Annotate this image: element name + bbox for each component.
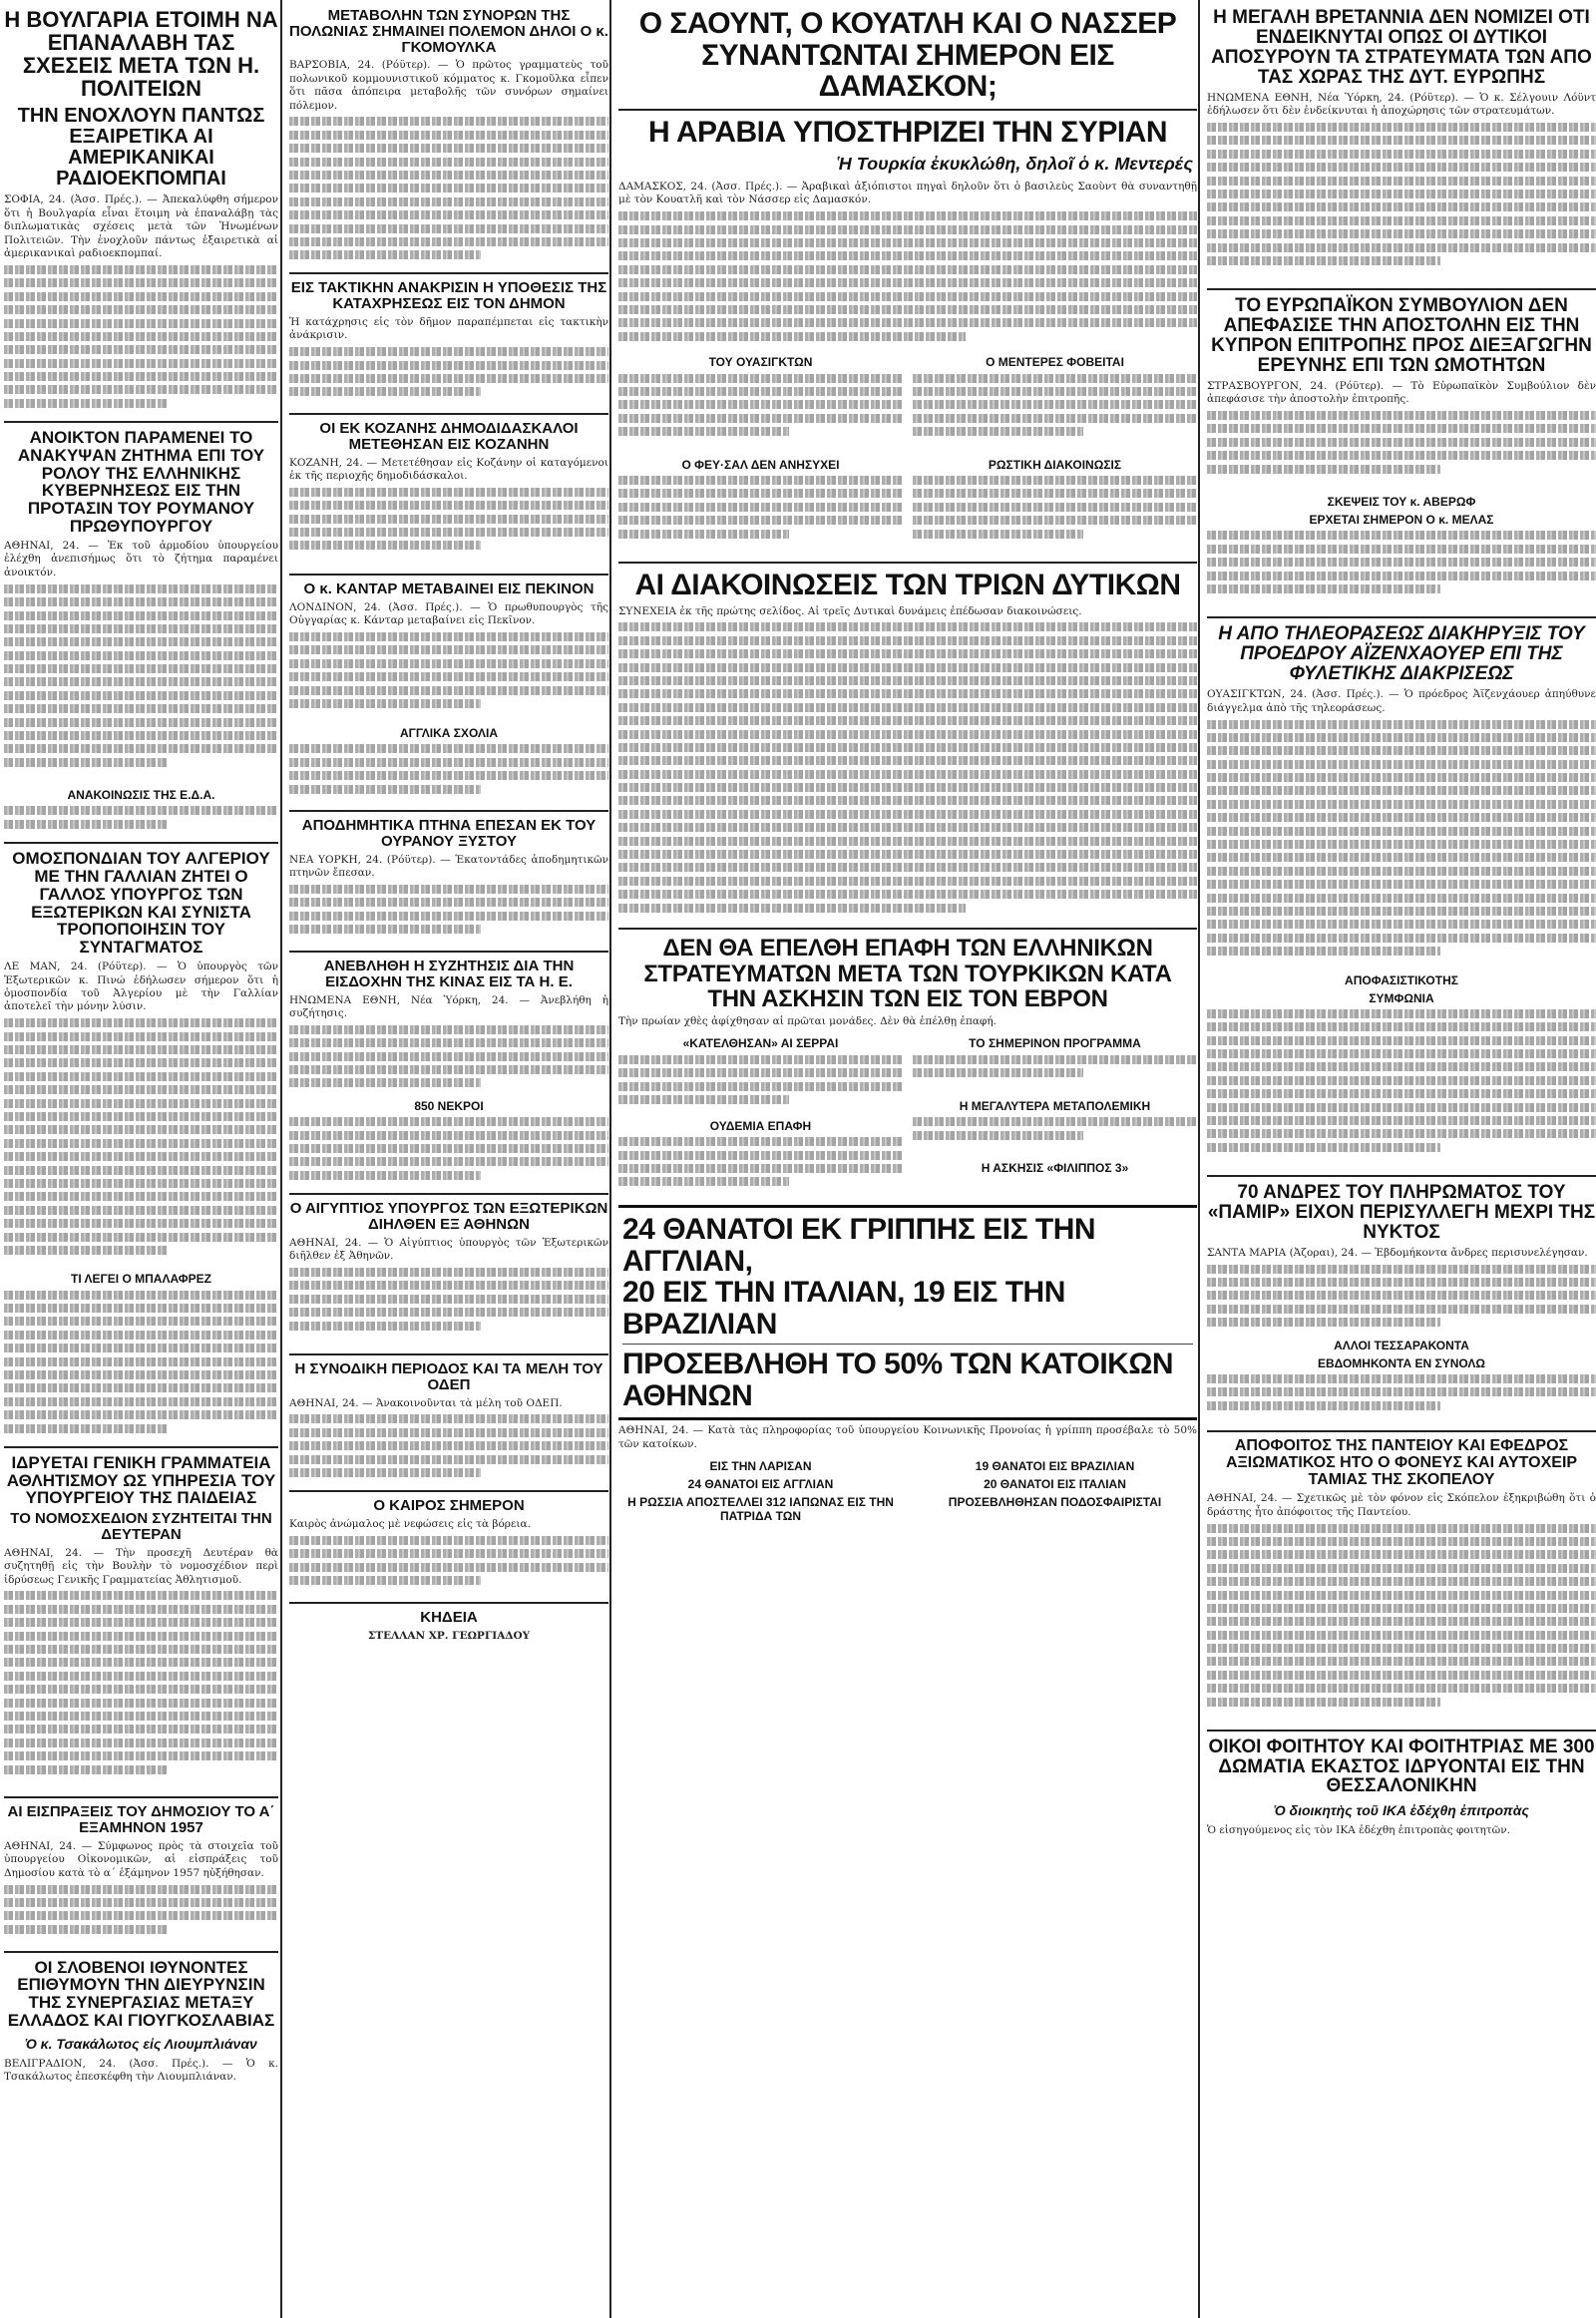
kicker-brazil: 19 ΘΑΝΑΤΟΙ ΕΙΣ ΒΡΑΖΙΛΙΑΝ	[975, 1459, 1135, 1474]
article-synod-body: ΑΘΗΝΑΙ, 24. — Ἀνακοινοῦνται τὰ μέλη τοῦ ΟΔΕΠ.	[289, 1396, 563, 1409]
article-evros-body: Τὴν πρωίαν χθὲς ἀφίχθησαν αἱ πρῶται μονάδες. Δὲν θὰ ἐπέλθῃ ἐπαφή.	[618, 1014, 997, 1027]
headline-china-un: ΑΝΕΒΛΗΘΗ Η ΣΥΖΗΤΗΣΙΣ ΔΙΑ ΤΗΝ ΕΙΣΔΟΧΗΝ ΤΗΣ ΚΙΝΑΣ ΕΙΣ ΤΑ Η. Ε.	[323, 958, 575, 990]
article-china-text	[289, 1025, 608, 1095]
headline-flu-2: 20 ΕΙΣ ΤΗΝ ΙΤΑΛΙΑΝ, 19 ΕΙΣ ΤΗΝ ΒΡΑΖΙΛΙΑΝ	[622, 1276, 1065, 1341]
headline-pamir: 70 ΑΝΔΡΕΣ ΤΟΥ ΠΛΗΡΩΜΑΤΟΣ ΤΟΥ «ΠΑΜΙΡ» ΕΙΧΟΝ ΠΕΡΙΣΥΛΛΕΓΗ ΜΕΧΡΙ ΤΗΣ ΝΥΚΤΟΣ	[1207, 1181, 1596, 1243]
article-kadar-text	[289, 632, 608, 722]
kicker-melas: ΕΡΧΕΤΑΙ ΣΗΜΕΡΟΝ Ο κ. ΜΕΛΑΣ	[1309, 513, 1494, 528]
article-romanian-body: ΑΘΗΝΑΙ, 24. — Ἐκ τοῦ ἀρμοδίου ὑπουργείου ἐλέχθη ἀνεπισήμως ὅτι τὸ ζήτημα παραμένει ἀνοικτόν.	[4, 540, 278, 579]
article-balafrez-text	[4, 1291, 278, 1440]
kicker-forty-others: ΑΛΛΟΙ ΤΕΣΣΑΡΑΚΟΝΤΑ	[1334, 1338, 1469, 1352]
headline-skopelos: ΑΠΟΦΟΙΤΟΣ ΤΗΣ ΠΑΝΤΕΙΟΥ ΚΑΙ ΕΦΕΔΡΟΣ ΑΞΙΩΜΑΤΙΚΟΣ ΗΤΟ Ο ΦΟΝΕΥΣ ΚΑΙ ΑΥΤΟΧΕΙΡ ΤΑΜΙΑΣ ΤΗΣ ΣΚΟΠΕΛΟΥ	[1225, 1436, 1578, 1488]
kicker-russian-note: ΡΩΣΤΙΚΗ ΔΙΑΚΟΙΝΩΣΙΣ	[988, 457, 1122, 472]
kicker-washington: ΤΟΥ ΟΥΑΣΙΓΚΤΩΝ	[708, 355, 813, 370]
kicker-seventy-total: ΕΒΔΟΜΗΚΟΝΤΑ ΕΝ ΣΥΝΟΛΩ	[1317, 1355, 1486, 1370]
article-western-body: ΣΥΝΕΧΕΙΑ ἐκ τῆς πρώτης σελίδος. Αἱ τρεῖς Δυτικαὶ δυνάμεις ἐπέδωσαν διακοινώσεις.	[618, 604, 1082, 617]
article-birds-text	[289, 885, 608, 945]
headline-three-western: ΑΙ ΔΙΑΚΟΙΝΩΣΕΙΣ ΤΩΝ ΤΡΙΩΝ ΔΥΤΙΚΩΝ	[634, 569, 1181, 602]
article-eisenhower-text	[1207, 720, 1596, 969]
headline-student-houses: ΟΙΚΟΙ ΦΟΙΤΗΤΟΥ ΚΑΙ ΦΟΙΤΗΤΡΙΑΣ ΜΕ 300 ΔΩΜΑΤΙΑ ΕΚΑΣΤΟΣ ΙΔΡΥΟΝΤΑΙ ΕΙΣ ΤΗΝ ΘΕΣΣΑΛΟΝΙΚΗΝ	[1208, 1736, 1595, 1797]
headline-saud: Ο ΣΑΟΥΝΤ, Ο ΚΟΥΑΤΛΗ ΚΑΙ Ο ΝΑΣΣΕΡ ΣΥΝΑΝΤΩΝΤΑΙ ΣΗΜΕΡΟΝ ΕΙΣ ΔΑΜΑΣΚΟΝ;	[638, 7, 1177, 103]
article-revenue-body: ΑΘΗΝΑΙ, 24. — Σύμφωνος πρὸς τὰ στοιχεῖα τοῦ ὑπουργείου Οἰκονομικῶν, αἱ εἰσπράξεις τοῦ Δημοσίου κατὰ τὸ α΄ ἑξάμηνον 1957 ηὐξήθησαν.	[4, 1839, 278, 1879]
article-china-body: ΗΝΩΜΕΝΑ ΕΘΝΗ, Νέα Ὑόρκη, 24. — Ἀνεβλήθη ἡ συζήτησις.	[289, 993, 608, 1020]
article-skopelos-body: ΑΘΗΝΑΙ, 24. — Σχετικῶς μὲ τὸν φόνον εἰς Σκόπελον ἐξηκριβώθη ὅτι ὁ δράστης ἦτο ἀπόφοιτος τῆς Παντείου.	[1207, 1492, 1596, 1518]
subheadline-bulgaria: ΤΗΝ ΕΝΟΧΛΟΥΝ ΠΑΝΤΩΣ ΕΞΑΙΡΕΤΙΚΑ ΑΙ ΑΜΕΡΙΚΑΝΙΚΑΙ ΡΑΔΙΟΕΚΠΟΜΠΑΙ	[17, 105, 265, 191]
article-bulgaria-body: ΣΟΦΙΑ, 24. (Ἀσσ. Πρές.). — Ἀπεκαλύφθη σήμερον ὅτι ἡ Βουλγαρία εἶναι ἕτοιμη νὰ ἐπαναλάβῃ τὰς διπλωματικὰς σχέσεις μετὰ τῶν Ἡνωμένων Πολιτειῶν. Τὴν ἐνοχλοῦν πάντως ἐξαιρετικὰ αἱ ἀμερικανικαὶ ραδιοεκπομπαί.	[4, 193, 278, 260]
headline-athletics: ΙΔΡΥΕΤΑΙ ΓΕΝΙΚΗ ΓΡΑΜΜΑΤΕΙΑ ΑΘΛΗΤΙΣΜΟΥ ΩΣ ΥΠΗΡΕΣΙΑ ΤΟΥ ΥΠΟΥΡΓΕΙΟΥ ΤΗΣ ΠΑΙΔΕΙΑΣ	[6, 1452, 276, 1508]
article-athletics-body: ΑΘΗΝΑΙ, 24. — Τὴν προσεχῆ Δευτέραν θὰ συζητηθῇ εἰς τὴν Βουλὴν τὸ νομοσχέδιον περὶ ἱδρύσεως Γενικῆς Γραμματείας Ἀθλητισμοῦ.	[4, 1546, 278, 1586]
article-athletics-text	[4, 1591, 278, 1790]
article-weather-body: Καιρὸς ἀνώμαλος μὲ νεφώσεις εἰς τὰ βόρεια.	[289, 1518, 531, 1531]
article-pamir-body: ΣΑΝΤΑ ΜΑΡΙΑ (Ἀζοραι), 24. — Ἑβδομήκοντα ἄνδρες περισυνελέγησαν.	[1207, 1246, 1588, 1259]
headline-flu-3: ΠΡΟΣΕΒΛΗΘΗ ΤΟ 50% ΤΩΝ ΚΑΤΟΙΚΩΝ ΑΘΗΝΩΝ	[622, 1348, 1174, 1412]
headline-kozani: ΟΙ ΕΚ ΚΟΖΑΝΗΣ ΔΗΜΟΔΙΔΑΣΚΑΛΟΙ ΜΕΤΕΘΗΣΑΝ ΕΙΣ ΚΟΖΑΝΗΝ	[319, 420, 579, 453]
article-program-text	[913, 1055, 1197, 1095]
kicker-england: 24 ΘΑΝΑΤΟΙ ΕΙΣ ΑΓΓΛΙΑΝ	[687, 1477, 834, 1492]
headline-evros: ΔΕΝ ΘΑ ΕΠΕΛΘΗ ΕΠΑΦΗ ΤΩΝ ΕΛΛΗΝΙΚΩΝ ΣΤΡΑΤΕΥΜΑΤΩΝ ΜΕΤΑ ΤΩΝ ΤΟΥΡΚΙΚΩΝ ΚΑΤΑ ΤΗΝ ΑΣΚΗΣΙΝ ΤΩΝ ΕΙΣ ΤΟΝ ΕΒΡΟΝ	[643, 935, 1172, 1012]
article-english-text	[289, 744, 608, 804]
article-weather-text	[289, 1536, 608, 1596]
column-4	[1203, 0, 1596, 2318]
article-egypt-body: ΑΘΗΝΑΙ, 24. — Ὁ Αἰγύπτιος ὑπουργὸς τῶν Ἐξωτερικῶν διῆλθεν ἐξ Ἀθηνῶν.	[289, 1236, 608, 1263]
article-largest-text	[913, 1117, 1197, 1157]
subheadline-athletics: ΤΟ ΝΟΜΟΣΧΕΔΙΟΝ ΣΥΖΗΤΕΙΤΑΙ ΤΗΝ ΔΕΥΤΕΡΑΝ	[10, 1510, 272, 1543]
article-synod-text	[289, 1414, 608, 1484]
kicker-largest: Η ΜΕΓΑΛΥΤΕΡΑ ΜΕΤΑΠΟΛΕΜΙΚΗ	[959, 1098, 1151, 1113]
kicker-serres: «ΚΑΤΕΛΘΗΣΑΝ» ΑΙ ΣΕΡΡΑΙ	[682, 1036, 839, 1051]
article-bulgaria-text	[4, 265, 278, 415]
article-feisal-text	[618, 476, 903, 556]
kicker-balafrez: ΤΙ ΛΕΓΕΙ Ο ΜΠΑΛΑΦΡΕΖ	[71, 1272, 211, 1287]
subheadline-slovenes: Ὁ κ. Τσακάλωτος εἰς Λιουμπλιάναν	[25, 2036, 257, 2053]
article-agreement-text	[1207, 1009, 1596, 1169]
article-serres-text	[618, 1055, 903, 1115]
headline-poland: ΜΕΤΑΒΟΛΗΝ ΤΩΝ ΣΥΝΟΡΩΝ ΤΗΣ ΠΟΛΩΝΙΑΣ ΣΗΜΑΙΝΕΙ ΠΟΛΕΜΟΝ ΔΗΛΟΙ Ο κ. ΓΚΟΜΟΥΛΚΑ	[289, 7, 608, 56]
funeral-name: ΣΤΕΛΛΑΝ ΧΡ. ΓΕΩΡΓΙΑΔΟΥ	[367, 1629, 531, 1642]
article-romanian-text	[4, 584, 278, 784]
article-poland-text	[289, 117, 608, 266]
article-russian-text	[913, 476, 1197, 556]
article-eda-text	[4, 806, 278, 836]
article-menderes-text	[913, 374, 1197, 454]
article-municipality-text	[289, 347, 608, 407]
article-council-body: ΣΤΡΑΣΒΟΥΡΓΟΝ, 24. (Ρόϋτερ). — Τὸ Εὐρωπαϊκὸν Συμβούλιον δὲν ἀπεφάσισε τὴν ἀποστολὴν ἐπιτροπῆς.	[1207, 379, 1596, 406]
headline-arabia-syria: Η ΑΡΑΒΙΑ ΥΠΟΣΤΗΡΙΖΕΙ ΤΗΝ ΣΥΡΙΑΝ	[648, 115, 1167, 149]
headline-kadar: Ο κ. ΚΑΝΤΑΡ ΜΕΤΑΒΑΙΝΕΙ ΕΙΣ ΠΕΚΙΝΟΝ	[303, 580, 595, 597]
column-2	[285, 0, 612, 2318]
article-skopelos-text	[1207, 1524, 1596, 1724]
article-poland-body: ΒΑΡΣΟΒΙΑ, 24. (Ρόϋτερ). — Ὁ πρῶτος γραμματεὺς τοῦ πολωνικοῦ κομμουνιστικοῦ κόμματος κ. Γκομοῦλκα εἶπεν ὅτι πᾶσα ἀπόπειρα μεταβολῆς τῶν συνόρων σημαίνει πόλεμον.	[289, 59, 608, 112]
kicker-philippos: Η ΑΣΚΗΣΙΣ «ΦΙΛΙΠΠΟΣ 3»	[981, 1161, 1129, 1176]
headline-weather: Ο ΚΑΙΡΟΣ ΣΗΜΕΡΟΝ	[373, 1497, 525, 1515]
article-birds-body: ΝΕΑ ΥΟΡΚΗ, 24. (Ρόϋτερ). — Ἑκατοντάδες ἀποδημητικῶν πτηνῶν ἔπεσαν.	[289, 853, 608, 880]
article-pamir-text	[1207, 1265, 1596, 1335]
article-britain-text	[1207, 123, 1596, 282]
kicker-feisal: Ο ΦΕΥ·ΣΑΛ ΔΕΝ ΑΝΗΣΥΧΕΙ	[681, 457, 840, 472]
headline-birds: ΑΠΟΔΗΜΗΤΙΚΑ ΠΤΗΝΑ ΕΠΕΣΑΝ ΕΚ ΤΟΥ ΟΥΡΑΝΟΥ ΞΥΣΤΟΥ	[301, 817, 597, 851]
headline-egypt-minister: Ο ΑΙΓΥΠΤΙΟΣ ΥΠΟΥΡΓΟΣ ΤΩΝ ΕΞΩΤΕΡΙΚΩΝ ΔΙΗΛΘΕΝ ΕΞ ΑΘΗΝΩΝ	[289, 1200, 608, 1233]
article-kadar-body: ΛΟΝΔΙΝΟΝ, 24. (Ἀσσ. Πρές.). — Ὁ πρωθυπουργὸς τῆς Οὐγγαρίας κ. Κάνταρ μεταβαίνει εἰς Πεκῖνον.	[289, 600, 608, 627]
kicker-larisa: ΕΙΣ ΤΗΝ ΛΑΡΙΣΑΝ	[709, 1459, 812, 1474]
headline-romanian-proposal: ΑΝΟΙΚΤΟΝ ΠΑΡΑΜΕΝΕΙ ΤΟ ΑΝΑΚΥΨΑΝ ΖΗΤΗΜΑ ΕΠΙ ΤΟΥ ΡΟΛΟΥ ΤΗΣ ΕΛΛΗΝΙΚΗΣ ΚΥΒΕΡΝΗΣΕΩΣ ΕΙΣ ΤΗΝ ΠΡΟΤΑΣΙΝ ΤΟΥ ΡΟΥΜΑΝΟΥ ΠΡΩΘΥΠΟΥΡΓΟΥ	[17, 427, 265, 537]
kicker-italy: 20 ΘΑΝΑΤΟΙ ΕΙΣ ΙΤΑΛΙΑΝ	[984, 1477, 1126, 1492]
article-algeria-body: ΛΕ ΜΑΝ, 24. (Ρόϋτερ). — Ὁ ὑπουργὸς τῶν Ἐξωτερικῶν κ. Πινώ ἐδήλωσεν σήμερον ὅτι ἡ ὁμοσπονδία τοῦ Ἀλγερίου μὲ τὴν Γαλλίαν ἀποτελεῖ τὴν μόνην λύσιν.	[4, 961, 278, 1013]
headline-bulgaria: Η ΒΟΥΛΓΑΡΙΑ ΕΤΟΙΜΗ ΝΑ ΕΠΑΝΑΛΑΒΗ ΤΑΣ ΣΧΕΣΕΙΣ ΜΕΤΑ ΤΩΝ Η. ΠΟΛΙΤΕΙΩΝ	[4, 7, 278, 102]
kicker-program: ΤΟ ΣΗΜΕΡΙΝΟΝ ΠΡΟΓΡΑΜΜΑ	[969, 1036, 1141, 1051]
kicker-averof: ΣΚΕΨΕΙΣ ΤΟΥ κ. ΑΒΕΡΩΦ	[1327, 495, 1476, 510]
article-slovenes-body: ΒΕΛΙΓΡΑΔΙΟΝ, 24. (Ἀσσ. Πρές.). — Ὁ κ. Τσακάλωτος ἐπεσκέφθη τὴν Λιουμπλιάναν.	[4, 2058, 278, 2084]
headline-flu-1: 24 ΘΑΝΑΤΟΙ ΕΚ ΓΡΙΠΠΗΣ ΕΙΣ ΤΗΝ ΑΓΓΛΙΑΝ,	[622, 1213, 1096, 1278]
article-flu-body: ΑΘΗΝΑΙ, 24. — Κατὰ τὰς πληροφορίας τοῦ ὑπουργείου Κοινωνικῆς Προνοίας ἡ γρίππη προσέβαλε τὸ 50% τῶν κατοίκων.	[618, 1424, 1197, 1450]
article-council-text	[1207, 411, 1596, 491]
subheadline-ika: Ὁ διοικητὴς τοῦ ΙΚΑ ἐδέχθη ἐπιτροπὰς	[1274, 1802, 1529, 1819]
headline-algeria: ΟΜΟΣΠΟΝΔΙΑΝ ΤΟΥ ΑΛΓΕΡΙΟΥ ΜΕ ΤΗΝ ΓΑΛΛΙΑΝ ΖΗΤΕΙ Ο ΓΑΛΛΟΣ ΥΠΟΥΡΓΟΣ ΤΩΝ ΕΞΩΤΕΡΙΚΩΝ ΚΑΙ ΣΥΝΙΣΤΑ ΤΡΟΠΟΠΟΙΗΣΙΝ ΤΟΥ ΣΥΝΤΑΓΜΑΤΟΣ	[12, 849, 270, 958]
article-municipality-body: Ἡ κατάχρησις εἰς τὸν δῆμον παραπέμπεται εἰς τακτικὴν ἀνάκρισιν.	[289, 315, 608, 342]
article-nocontact-text	[618, 1137, 903, 1197]
article-kozani-text	[289, 488, 608, 568]
headline-revenue: ΑΙ ΕΙΣΠΡΑΞΕΙΣ ΤΟΥ ΔΗΜΟΣΙΟΥ ΤΟ Α΄ ΕΞΑΜΗΝΟΝ 1957	[7, 1803, 275, 1837]
kicker-no-contact: ΟΥΔΕΜΙΑ ΕΠΑΦΗ	[709, 1118, 812, 1133]
article-revenue-text	[4, 1885, 278, 1945]
headline-municipality: ΕΙΣ ΤΑΚΤΙΚΗΝ ΑΝΑΚΡΙΣΙΝ Η ΥΠΟΘΕΣΙΣ ΤΗΣ ΚΑΤΑΧΡΗΣΕΩΣ ΕΙΣ ΤΟΝ ΔΗΜΟΝ	[290, 279, 607, 313]
kicker-menderes: Ο ΜΕΝΤΕΡΕΣ ΦΟΒΕΙΤΑΙ	[986, 355, 1124, 370]
kicker-agreement: ΣΥΜΦΩΝΙΑ	[1369, 990, 1434, 1005]
kicker-english-comments: ΑΓΓΛΙΚΑ ΣΧΟΛΙΑ	[399, 725, 498, 740]
kicker-850-dead: 850 ΝΕΚΡΟΙ	[414, 1098, 484, 1113]
headline-synod: Η ΣΥΝΟΔΙΚΗ ΠΕΡΙΟΔΟΣ ΚΑΙ ΤΑ ΜΕΛΗ ΤΟΥ ΟΔΕΠ	[294, 1360, 603, 1393]
article-850-text	[289, 1117, 608, 1187]
article-melas-text	[1207, 531, 1596, 610]
article-egypt-text	[289, 1268, 608, 1348]
flu-banner	[618, 1205, 1197, 1420]
headline-council-europe: ΤΟ ΕΥΡΩΠΑΪΚΟΝ ΣΥΜΒΟΥΛΙΟΝ ΔΕΝ ΑΠΕΦΑΣΙΣΕ ΤΗΝ ΑΠΟΣΤΟΛΗΝ ΕΙΣ ΤΗΝ ΚΥΠΡΟΝ ΕΠΙΤΡΟΠΗΣ ΠΡΟΣ ΔΙΕΞΑΓΩΓΗΝ ΕΡΕΥΝΗΣ ΕΠΙ ΤΩΝ ΩΜΟΤΗΤΩΝ	[1211, 295, 1592, 376]
article-student-body: Ὁ εἰσηγούμενος εἰς τὸν ΙΚΑ ἐδέχθη ἐπιτροπὰς φοιτητῶν.	[1207, 1824, 1510, 1837]
article-britain-body: ΗΝΩΜΕΝΑ ΕΘΝΗ, Νέα Ὑόρκη, 24. (Ρόϋτερ). — Ὁ κ. Σέλγουιν Λόϋντ ἐδήλωσεν ὅτι δὲν ἐνδείκνυται ἡ ἀποχώρησις τῶν στρατευμάτων.	[1207, 91, 1596, 118]
headline-slovenes: ΟΙ ΣΛΟΒΕΝΟΙ ΙΘΥΝΟΝΤΕΣ ΕΠΙΘΥΜΟΥΝ ΤΗΝ ΔΙΕΥΡΥΝΣΙΝ ΤΗΣ ΣΥΝΕΡΓΑΣΙΑΣ ΜΕΤΑΞΥ ΕΛΛΑΔΟΣ ΚΑΙ ΓΙΟΥΓΚΟΣΛΑΒΙΑΣ	[7, 1957, 275, 2031]
subheadline-menderes: Ἡ Τουρκία ἐκυκλώθη, δηλοῖ ὁ κ. Μεντερές	[836, 154, 1193, 174]
article-western-text	[618, 622, 1197, 922]
article-seventy-text	[1207, 1374, 1596, 1424]
article-damascus-body: ΔΑΜΑΣΚΟΣ, 24. (Ἀσσ. Πρές.). — Ἀραβικαὶ ἀξιόπιστοι πηγαὶ δηλοῦν ὅτι ὁ βασιλεὺς Σαοὺντ θὰ συναντηθῇ μὲ τὸν Κουατλῆ καὶ τὸν Νάσσερ εἰς Δαμασκόν.	[618, 181, 1197, 206]
column-1	[0, 0, 282, 2318]
kicker-footballers: ΠΡΟΣΕΒΛΗΘΗΣΑΝ ΠΟΔΟΣΦΑΙΡΙΣΤΑΙ	[948, 1495, 1162, 1510]
article-eisenhower-body: ΟΥΑΣΙΓΚΤΩΝ, 24. (Ἀσσ. Πρές.). — Ὁ πρόεδρος Ἀϊζενχάουερ ἀπηύθυνε διάγγελμα ἀπὸ τῆς τηλεοράσεως.	[1207, 688, 1596, 714]
article-damascus-text	[618, 211, 1197, 351]
headline-eisenhower: Η ΑΠΟ ΤΗΛΕΟΡΑΣΕΩΣ ΔΙΑΚΗΡΥΞΙΣ ΤΟΥ ΠΡΟΕΔΡΟΥ ΑΪΖΕΝΧΑΟΥΕΡ ΕΠΙ ΤΗΣ ΦΥΛΕΤΙΚΗΣ ΔΙΑΚΡΙΣΕΩΣ	[1218, 623, 1585, 685]
kicker-decisiveness: ΑΠΟΦΑΣΙΣΤΙΚΟΤΗΣ	[1345, 972, 1458, 987]
article-kozani-body: ΚΟΖΑΝΗ, 24. — Μετετέθησαν εἰς Κοζάνην οἱ καταγόμενοι ἐκ τῆς περιοχῆς δημοδιδάσκαλοι.	[289, 456, 608, 483]
column-3	[614, 0, 1201, 2318]
headline-funeral: ΚΗΔΕΙΑ	[420, 1608, 478, 1626]
article-algeria-text	[4, 1018, 278, 1268]
kicker-japanese: Η ΡΩΣΣΙΑ ΑΠΟΣΤΕΛΛΕΙ 312 ΙΑΠΩΝΑΣ ΕΙΣ ΤΗΝ ΠΑΤΡΙΔΑ ΤΩΝ	[627, 1495, 894, 1524]
headline-britain: Η ΜΕΓΑΛΗ ΒΡΕΤΑΝΝΙΑ ΔΕΝ ΝΟΜΙΖΕΙ ΟΤΙ ΕΝΔΕΙΚΝΥΤΑΙ ΟΠΩΣ ΟΙ ΔΥΤΙΚΟΙ ΑΠΟΣΥΡΟΥΝ ΤΑ ΣΤΡΑΤΕΥΜΑΤΑ ΤΩΝ ΑΠΟ ΤΑΣ ΧΩΡΑΣ ΤΗΣ ΔΥΤ. ΕΥΡΩΠΗΣ	[1211, 7, 1592, 88]
article-washington-text	[618, 374, 903, 454]
kicker-eda: ΑΝΑΚΟΙΝΩΣΙΣ ΤΗΣ Ε.Δ.Α.	[67, 787, 215, 802]
